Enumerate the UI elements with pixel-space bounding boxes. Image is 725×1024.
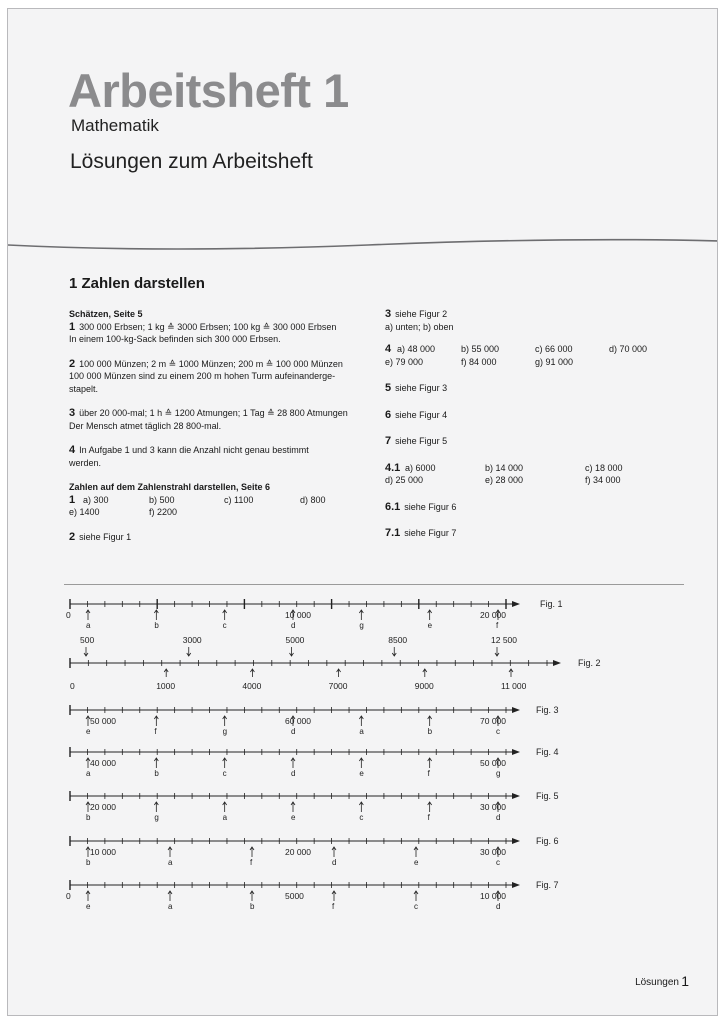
figures-divider bbox=[64, 584, 684, 585]
header-separator bbox=[8, 231, 718, 261]
value-label: 3000 bbox=[182, 635, 202, 645]
value-label: 60 000 bbox=[285, 716, 311, 726]
list-item: 1 300 000 Erbsen; 1 kg ≙ 3000 Erbsen; 100 kg ≙ 300 000 Erbsen bbox=[69, 320, 337, 333]
answer-arrow bbox=[168, 847, 172, 857]
answer-arrow bbox=[154, 802, 158, 812]
answer-letter: e bbox=[359, 769, 364, 778]
answer-letter: e bbox=[86, 727, 91, 736]
answer-arrow bbox=[291, 802, 295, 812]
value-arrow bbox=[250, 669, 254, 677]
answer-letter: a bbox=[86, 769, 91, 778]
value-label: 30 000 bbox=[480, 847, 506, 857]
answer-row: 1 a) 300 b) 500 c) 1100 d) 800 bbox=[69, 493, 326, 506]
answer-letter: c bbox=[359, 813, 364, 822]
page-subtitle: Lösungen zum Arbeitsheft bbox=[70, 150, 313, 173]
answer-letter: d bbox=[496, 902, 501, 909]
answer-letter: b bbox=[154, 769, 159, 778]
value-label: 0 bbox=[66, 891, 71, 901]
answer-letter: e bbox=[414, 858, 419, 867]
answer-letter: g bbox=[359, 621, 364, 630]
answer-letter: d bbox=[291, 727, 296, 736]
answer-letter: f bbox=[154, 727, 157, 736]
answer-letter: d bbox=[291, 621, 296, 630]
answer-arrow bbox=[291, 758, 295, 768]
answer-arrow bbox=[414, 891, 418, 901]
figure-label: Fig. 2 bbox=[578, 658, 601, 668]
value-arrow bbox=[337, 669, 341, 677]
value-label: 9000 bbox=[414, 681, 434, 691]
list-item: 3 siehe Figur 2 bbox=[385, 308, 448, 320]
answer-letter: g bbox=[496, 769, 501, 778]
answer-letter: g bbox=[222, 727, 228, 736]
value-label: 7000 bbox=[328, 681, 348, 691]
number-line-arrowhead bbox=[512, 601, 520, 607]
answer-arrow bbox=[154, 758, 158, 768]
value-arrow bbox=[290, 647, 294, 656]
answer-arrow bbox=[414, 847, 418, 857]
answer-letter: b bbox=[427, 727, 433, 736]
value-label: 20 000 bbox=[90, 802, 116, 812]
answer-letter: a bbox=[168, 902, 173, 909]
answer-letter: b bbox=[86, 858, 91, 867]
number-line-arrowhead bbox=[512, 838, 520, 844]
number-line-arrowhead bbox=[512, 793, 520, 799]
answer-letter: a bbox=[168, 858, 173, 867]
list-item: Der Mensch atmet täglich 28 800-mal. bbox=[69, 420, 222, 431]
right-column bbox=[385, 308, 685, 540]
value-label: 0 bbox=[70, 681, 75, 691]
answer-letter: f bbox=[496, 621, 499, 630]
answer-letter: b bbox=[154, 621, 159, 630]
value-label: 4000 bbox=[242, 681, 262, 691]
answer-letter: f bbox=[250, 858, 253, 867]
answer-arrow bbox=[359, 758, 363, 768]
value-label: 40 000 bbox=[90, 758, 116, 768]
value-arrow bbox=[509, 669, 513, 677]
list-item: 7 siehe Figur 5 bbox=[385, 435, 448, 447]
answer-row: 4.1 a) 6000 b) 14 000 c) 18 000 bbox=[385, 461, 623, 474]
answer-letter: d bbox=[496, 813, 501, 822]
number-line-arrowhead bbox=[512, 749, 520, 755]
answer-letter: e bbox=[291, 813, 296, 822]
page-title: Arbeitsheft 1 bbox=[68, 64, 349, 117]
list-item: 2 100 000 Münzen; 2 m ≙ 1000 Münzen; 200 m ≙ 100 000 Münzen bbox=[69, 357, 343, 370]
answer-arrow bbox=[86, 610, 90, 620]
answer-arrow bbox=[223, 802, 227, 812]
list-item: 4 In Aufgabe 1 und 3 kann die Anzahl nicht genau bestimmt bbox=[69, 444, 309, 456]
page-number: 1 bbox=[681, 973, 689, 989]
value-label: 500 bbox=[80, 635, 95, 645]
answer-arrow bbox=[428, 802, 432, 812]
number-line-arrowhead bbox=[553, 660, 561, 666]
value-label: 10 000 bbox=[480, 891, 506, 901]
list-item: 2 siehe Figur 1 bbox=[69, 530, 132, 543]
answer-letter: b bbox=[86, 813, 91, 822]
answer-arrow bbox=[332, 847, 336, 857]
value-label: 50 000 bbox=[90, 716, 116, 726]
list-item: stapelt. bbox=[69, 383, 99, 394]
answer-letter: e bbox=[427, 621, 433, 630]
value-arrow bbox=[187, 647, 191, 656]
answer-arrow bbox=[428, 610, 432, 620]
value-arrow bbox=[84, 647, 88, 656]
answer-row: e) 1400 f) 2200 bbox=[69, 507, 178, 517]
answer-letter: c bbox=[222, 621, 227, 630]
worksheet-page bbox=[7, 8, 718, 1016]
answer-letter: f bbox=[332, 902, 335, 909]
answer-arrow bbox=[154, 716, 158, 726]
answer-row: e) 79 000 f) 84 000 g) 91 000 bbox=[385, 356, 574, 367]
answer-letter: a bbox=[359, 727, 364, 736]
value-arrow bbox=[423, 669, 427, 677]
answer-row: 4 a) 48 000 b) 55 000 c) 66 000 d) 70 000 bbox=[385, 343, 648, 355]
list-item: werden. bbox=[69, 457, 102, 468]
list-item: In einem 100-kg-Sack befinden sich 300 000 Erbsen. bbox=[69, 334, 281, 344]
value-label: 30 000 bbox=[480, 802, 506, 812]
figure-label: Fig. 6 bbox=[536, 836, 559, 846]
value-label: 1000 bbox=[156, 681, 176, 691]
list-item: 100 000 Münzen sind zu einem 200 m hohen Turm aufeinanderge- bbox=[69, 371, 336, 381]
answer-letter: c bbox=[222, 769, 227, 778]
answer-arrow bbox=[332, 891, 336, 901]
subject-label: Mathematik bbox=[71, 116, 159, 135]
list-item: 5 siehe Figur 3 bbox=[385, 382, 448, 394]
answer-letter: f bbox=[427, 813, 430, 822]
answer-letter: d bbox=[291, 769, 296, 778]
answer-letter: f bbox=[427, 769, 430, 778]
answer-letter: c bbox=[414, 902, 418, 909]
value-label: 10 000 bbox=[285, 610, 311, 620]
left-column bbox=[69, 308, 374, 543]
footer-label: Lösungen bbox=[635, 977, 679, 988]
number-line-arrowhead bbox=[512, 882, 520, 888]
answer-arrow bbox=[86, 891, 90, 901]
answer-arrow bbox=[359, 610, 363, 620]
value-arrow bbox=[392, 647, 396, 656]
answer-arrow bbox=[223, 610, 227, 620]
answer-arrow bbox=[223, 716, 227, 726]
answer-arrow bbox=[168, 891, 172, 901]
heading-schaetzen: Schätzen, Seite 5 bbox=[69, 309, 143, 319]
value-label: 0 bbox=[66, 610, 71, 620]
number-line-arrowhead bbox=[512, 707, 520, 713]
value-label: 12 500 bbox=[491, 635, 517, 645]
answer-letter: g bbox=[154, 813, 159, 822]
answer-letter: b bbox=[250, 902, 255, 909]
list-item: 6 siehe Figur 4 bbox=[385, 408, 448, 421]
answer-letter: e bbox=[86, 902, 91, 909]
list-item: 6.1 siehe Figur 6 bbox=[385, 500, 457, 513]
value-label: 5000 bbox=[285, 635, 305, 645]
section-heading: 1 Zahlen darstellen bbox=[69, 275, 205, 292]
list-item: 3 über 20 000-mal; 1 h ≙ 1200 Atmungen; 1 Tag ≙ 28 800 Atmungen bbox=[69, 407, 348, 419]
answer-arrow bbox=[428, 758, 432, 768]
value-label: 8500 bbox=[388, 635, 408, 645]
answer-arrow bbox=[154, 610, 158, 620]
answer-arrow bbox=[359, 802, 363, 812]
answer-letter: a bbox=[222, 813, 228, 822]
answer-letter: a bbox=[86, 621, 91, 630]
value-label: 70 000 bbox=[480, 716, 506, 726]
answer-letter: d bbox=[332, 858, 337, 867]
figure-label: Fig. 1 bbox=[540, 599, 563, 609]
answer-letter: c bbox=[496, 727, 500, 736]
answer-arrow bbox=[250, 847, 254, 857]
value-arrow bbox=[495, 647, 499, 656]
figure-label: Fig. 4 bbox=[536, 747, 559, 757]
value-label: 20 000 bbox=[285, 847, 311, 857]
answer-row: d) 25 000 e) 28 000 f) 34 000 bbox=[385, 475, 621, 485]
list-item: a) unten; b) oben bbox=[385, 321, 454, 332]
answer-letter: c bbox=[496, 858, 500, 867]
figure-label: Fig. 7 bbox=[536, 880, 559, 890]
answer-arrow bbox=[428, 716, 432, 726]
figure-label: Fig. 5 bbox=[536, 791, 559, 801]
value-label: 11 000 bbox=[501, 681, 527, 691]
answer-arrow bbox=[359, 716, 363, 726]
list-item: 7.1 siehe Figur 7 bbox=[385, 527, 457, 539]
number-line-figures bbox=[8, 589, 718, 909]
value-label: 20 000 bbox=[480, 610, 506, 620]
figure-label: Fig. 3 bbox=[536, 705, 559, 715]
answer-arrow bbox=[223, 758, 227, 768]
value-label: 50 000 bbox=[480, 758, 506, 768]
value-label: 10 000 bbox=[90, 847, 116, 857]
value-label: 5000 bbox=[285, 891, 304, 901]
value-arrow bbox=[164, 669, 168, 677]
answer-arrow bbox=[250, 891, 254, 901]
heading-zahlenstrahl: Zahlen auf dem Zahlenstrahl darstellen, Seite 6 bbox=[69, 482, 271, 492]
